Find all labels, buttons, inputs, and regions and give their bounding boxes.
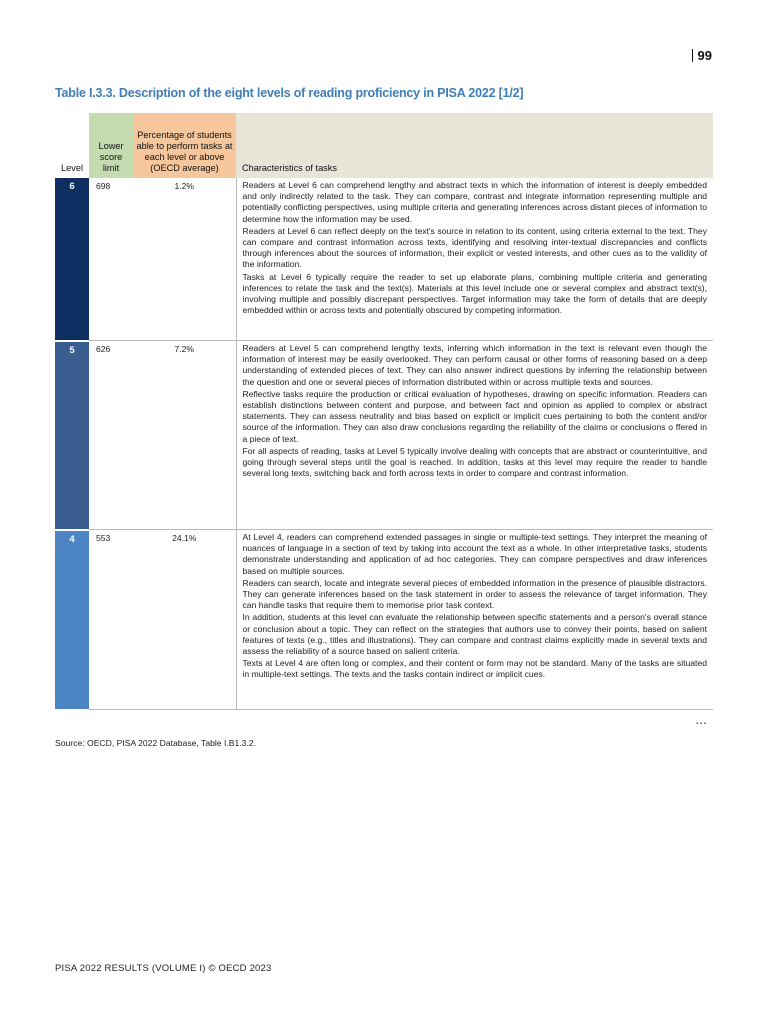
percentage-cell: 1.2% (133, 178, 236, 341)
page-number-divider (692, 49, 693, 62)
lower-score-cell: 698 (89, 178, 133, 341)
level-cell: 6 (55, 178, 89, 341)
page-number-value: 99 (697, 48, 712, 63)
table-row (55, 178, 713, 341)
characteristics-paragraph: For all aspects of reading, tasks at Level 5 typically involve dealing with concepts that are abstract or counterintuitive, and going through several steps until the goal is reached. In addition, tasks at this level may require the reader to handle several long texts, switching back and forth across texts in order to compare and contrast information. (242, 445, 707, 479)
level-cell: 5 (55, 341, 89, 530)
characteristics-paragraph: Readers at Level 5 can comprehend lengthy texts, inferring which information in the text is relevant even though the information of interest may be easily overlooked. They can perform causal or other forms of reasoning based on a deep understanding of extended pieces of text. They can also answer indirect questions by inferring the relationship between the question and one or several pieces of information distributed within or across multiple texts and sources. (242, 343, 707, 387)
table-title: Table I.3.3. Description of the eight levels of reading proficiency in PISA 2022 [1/2] (55, 86, 524, 100)
level-cell: 4 (55, 530, 89, 710)
reading-proficiency-table (55, 113, 713, 711)
header-percentage: Percentage of students able to perform tasks at each level or above (OECD average) (133, 113, 236, 178)
characteristics-paragraph: Readers at Level 6 can comprehend lengthy and abstract texts in which the information of interest is deeply embedded and only indirectly related to the task. They can compare, contrast and integrate information representing multiple and potentially conflicting perspectives, using multiple criteria and generating inferences across distant pieces of information to determine how the information may be used. (242, 180, 707, 224)
characteristics-cell (236, 530, 713, 710)
lower-score-cell: 553 (89, 530, 133, 710)
header-lower-score-limit: Lower score limit (89, 113, 133, 178)
percentage-cell: 7.2% (133, 341, 236, 530)
lower-score-cell: 626 (89, 341, 133, 530)
table-header-row (55, 113, 713, 178)
header-level: Level (55, 113, 89, 178)
characteristics-paragraph: Readers at Level 6 can reflect deeply on the text's source in relation to its content, using criteria external to the text. They can compare and contrast information across texts, identifying and resolving inter-textual discrepancies and conflicts through inferences about the sources of information, their explicit or vested interests, and other cues as to the validity of the information. (242, 225, 707, 270)
characteristics-paragraph: Reflective tasks require the production or critical evaluation of hypotheses, drawing on specific information. Readers can establish distinctions between content and purpose, and between fact and opinion as applied to complex or abstract statements. They can assess neutrality and bias based on explicit or implicit cues pertaining to both the content and/or source of the information. They can also draw conclusions regarding the reliability of the claims or conclusions o ffered in a piece of text. (242, 388, 707, 444)
source-note: Source: OECD, PISA 2022 Database, Table I.B1.3.2. (55, 738, 256, 748)
characteristics-paragraph: Tasks at Level 6 typically require the reader to set up elaborate plans, combining multiple criteria and generating inferences to relate the task and the text(s). Materials at this level include one or several complex and abstract text(s), involving multiple and possibly discrepant perspectives. Target information may take the form of details that are deeply embedded within or across texts and potentially obscured by competing information. (242, 271, 707, 316)
characteristics-cell (236, 341, 713, 530)
characteristics-paragraph: In addition, students at this level can evaluate the relationship between specific statements and a person's overall stance or conclusion about a topic. They can reflect on the strategies that authors use to convey their points, based on salient features of texts (e.g., titles and illustrations). They can compare and contrast claims explicitly made in several texts and assess the reliability of a source based on salient criteria. (242, 612, 707, 657)
page-number (692, 48, 712, 63)
characteristics-paragraph: Texts at Level 4 are often long or complex, and their content or form may not be standard. Many of the tasks are situated in multiple-text settings. The texts and the tasks contain indirect or implicit cues. (242, 658, 707, 680)
table-row (55, 341, 713, 530)
characteristics-paragraph: Readers can search, locate and integrate several pieces of embedded information in the presence of plausible distractors. They can generate inferences based on the task statement in order to assess the relevance of target information. They can handle tasks that require them to memorise prior task context. (242, 577, 707, 611)
characteristics-paragraph: At Level 4, readers can comprehend extended passages in single or multiple-text settings. They interpret the meaning of nuances of language in a section of text by taking into account the text as a whole. In other interpretative tasks, students demonstrate understanding and application of ad hoc categories. They can compare perspectives and draw inferences based on multiple sources. (242, 532, 707, 576)
percentage-cell: 24.1% (133, 530, 236, 710)
characteristics-cell (236, 178, 713, 341)
header-characteristics: Characteristics of tasks (236, 113, 713, 178)
continued-marker: ... (696, 716, 708, 727)
page-footer: PISA 2022 RESULTS (VOLUME I) © OECD 2023 (55, 963, 272, 974)
table-row (55, 530, 713, 710)
